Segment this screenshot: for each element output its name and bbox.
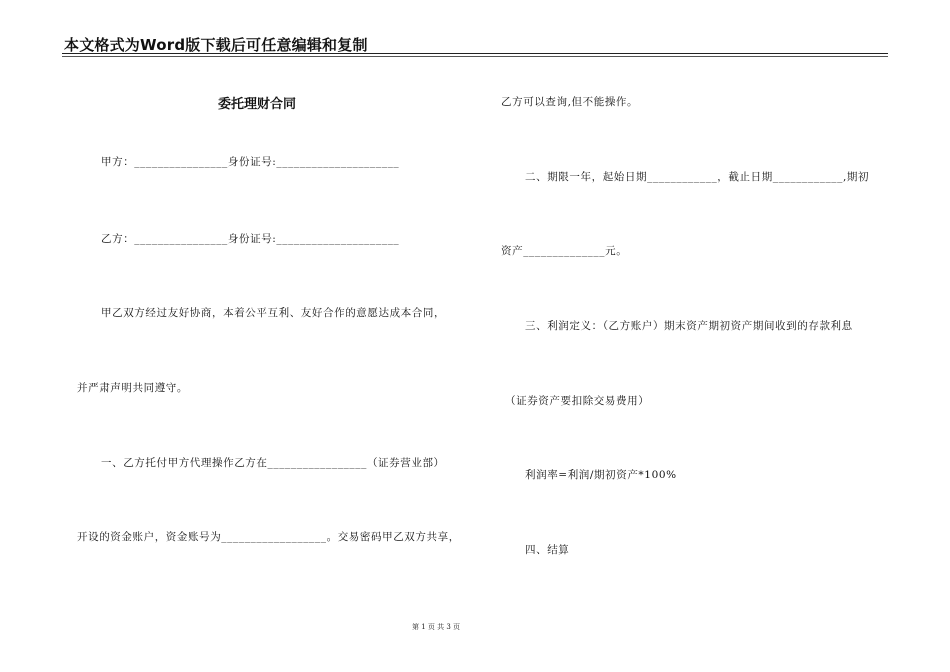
preamble-line-2: 并严肃声明共同遵守。: [77, 382, 188, 394]
preamble-line-1: 甲乙双方经过友好协商，本着公平互利、友好合作的意愿达成本合同，: [101, 307, 446, 319]
clause-3-line-1: 三、利润定义：（乙方账户）期末资产期初资产期间收到的存款利息: [525, 320, 853, 332]
clause-1-line-1: 一、乙方托付甲方代理操作乙方在_________________（证券营业部）: [101, 457, 445, 469]
profit-rate-formula: 利润率=利润/期初资产*100%: [525, 469, 677, 481]
party-a-line: 甲方：________________身份证号:_____________________: [101, 156, 400, 168]
header-rule: [62, 53, 888, 54]
clause-2-line-1: 二、期限一年，起始日期____________，截止日期____________,期初: [525, 171, 870, 183]
clause-4-heading: 四、结算: [525, 544, 570, 556]
clause-3-line-2: （证券资产要扣除交易费用）: [505, 395, 650, 407]
page-number: 第 1 页 共 3 页: [412, 623, 461, 631]
document-banner: 本文格式为Word版下载后可任意编辑和复制: [64, 36, 368, 54]
clause-2-line-2: 资产______________元。: [501, 245, 628, 257]
clause-1-line-2: 开设的资金账户，资金账号为__________________。交易密码甲乙双方共享，: [77, 531, 460, 543]
document-title: 委托理财合同: [218, 97, 297, 112]
header-rule-thin: [62, 56, 888, 57]
party-b-line: 乙方：________________身份证号:_____________________: [101, 233, 400, 245]
clause-1-line-3: 乙方可以查询,但不能操作。: [501, 96, 639, 108]
